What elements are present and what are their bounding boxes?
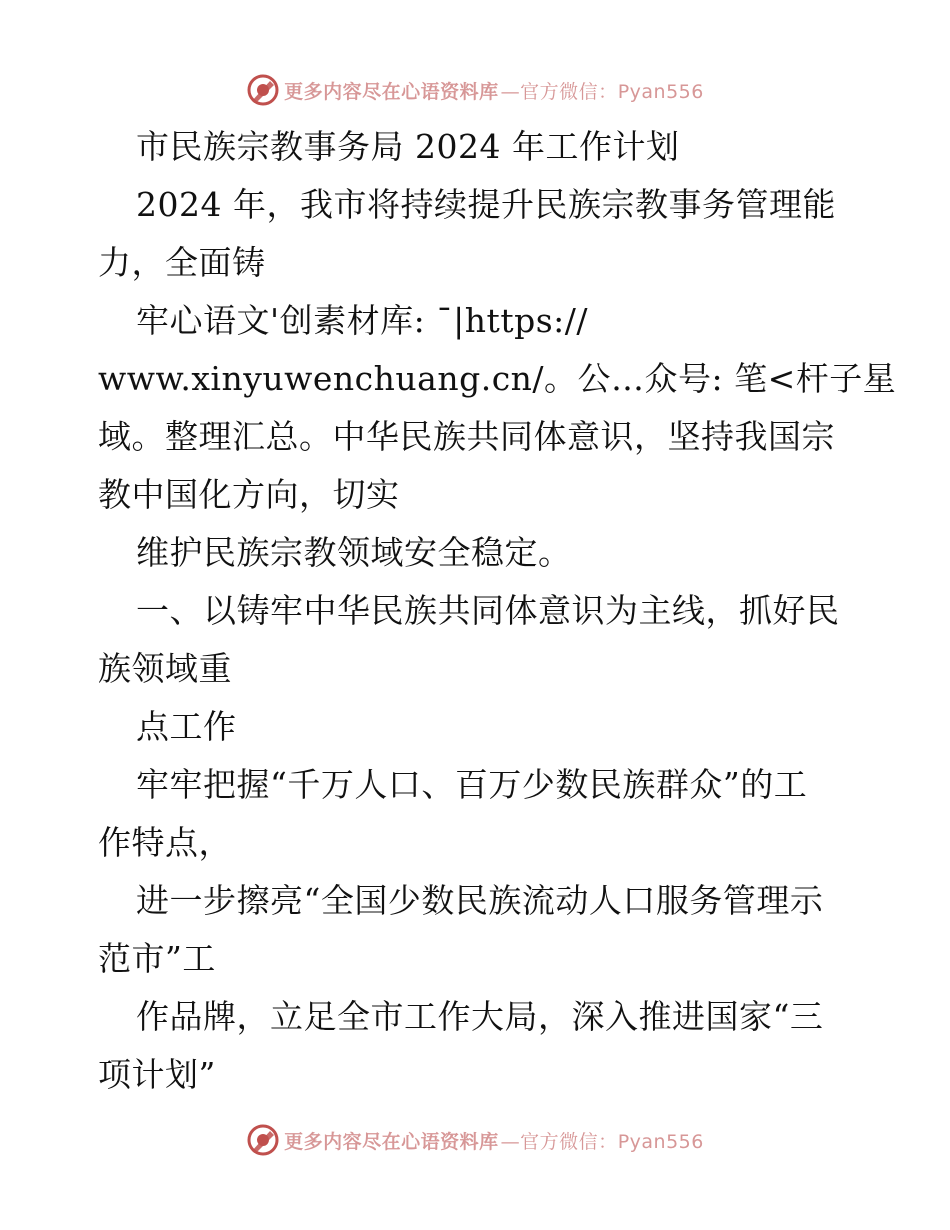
header-banner-sub: —官方微信： xyxy=(500,80,618,103)
logo-pen-icon xyxy=(246,73,280,107)
paragraph-line: 2024 年，我市将持续提升民族宗教事务管理能 xyxy=(136,185,836,224)
paragraph-line: 范市”工 xyxy=(98,939,216,978)
paragraph-line: 牢心语文'创素材库: ¯|https:// xyxy=(136,301,588,340)
header-banner xyxy=(0,70,950,110)
footer-banner-account: Pyan556 xyxy=(617,1130,704,1153)
paragraph-line: 维护民族宗教领域安全稳定。 xyxy=(136,533,572,572)
paragraph-line: 牢牢把握“千万人口、百万少数民族群众”的工 xyxy=(136,765,808,804)
footer-banner-text xyxy=(284,1127,704,1154)
footer-banner-sub: —官方微信： xyxy=(500,1130,618,1153)
header-banner-main: 更多内容尽在心语资料库 xyxy=(284,80,499,103)
footer-banner-main: 更多内容尽在心语资料库 xyxy=(284,1130,499,1153)
paragraph-line: www.xinyuwenchuang.cn/。公…众号: 笔<杆子星 xyxy=(98,359,897,398)
paragraph-line: 域。整理汇总。中华民族共同体意识，坚持我国宗 xyxy=(98,417,835,456)
section-heading-line: 一、以铸牢中华民族共同体意识为主线，抓好民 xyxy=(136,591,840,630)
section-heading-line: 点工作 xyxy=(136,707,237,746)
paragraph-line: 力，全面铸 xyxy=(98,243,266,282)
paragraph-line: 教中国化方向，切实 xyxy=(98,475,400,514)
document-body xyxy=(98,118,897,1104)
paragraph-line: 项计划” xyxy=(98,1055,216,1094)
logo-pen-icon xyxy=(246,1123,280,1157)
footer-banner xyxy=(0,1120,950,1160)
document-title: 市民族宗教事务局 2024 年工作计划 xyxy=(136,127,680,166)
paragraph-line: 作特点， xyxy=(98,823,232,862)
paragraph-line: 进一步擦亮“全国少数民族流动人口服务管理示 xyxy=(136,881,824,920)
paragraph-line: 作品牌，立足全市工作大局，深入推进国家“三 xyxy=(136,997,824,1036)
header-banner-text xyxy=(284,77,704,104)
header-banner-account: Pyan556 xyxy=(617,80,704,103)
section-heading-line: 族领域重 xyxy=(98,649,232,688)
